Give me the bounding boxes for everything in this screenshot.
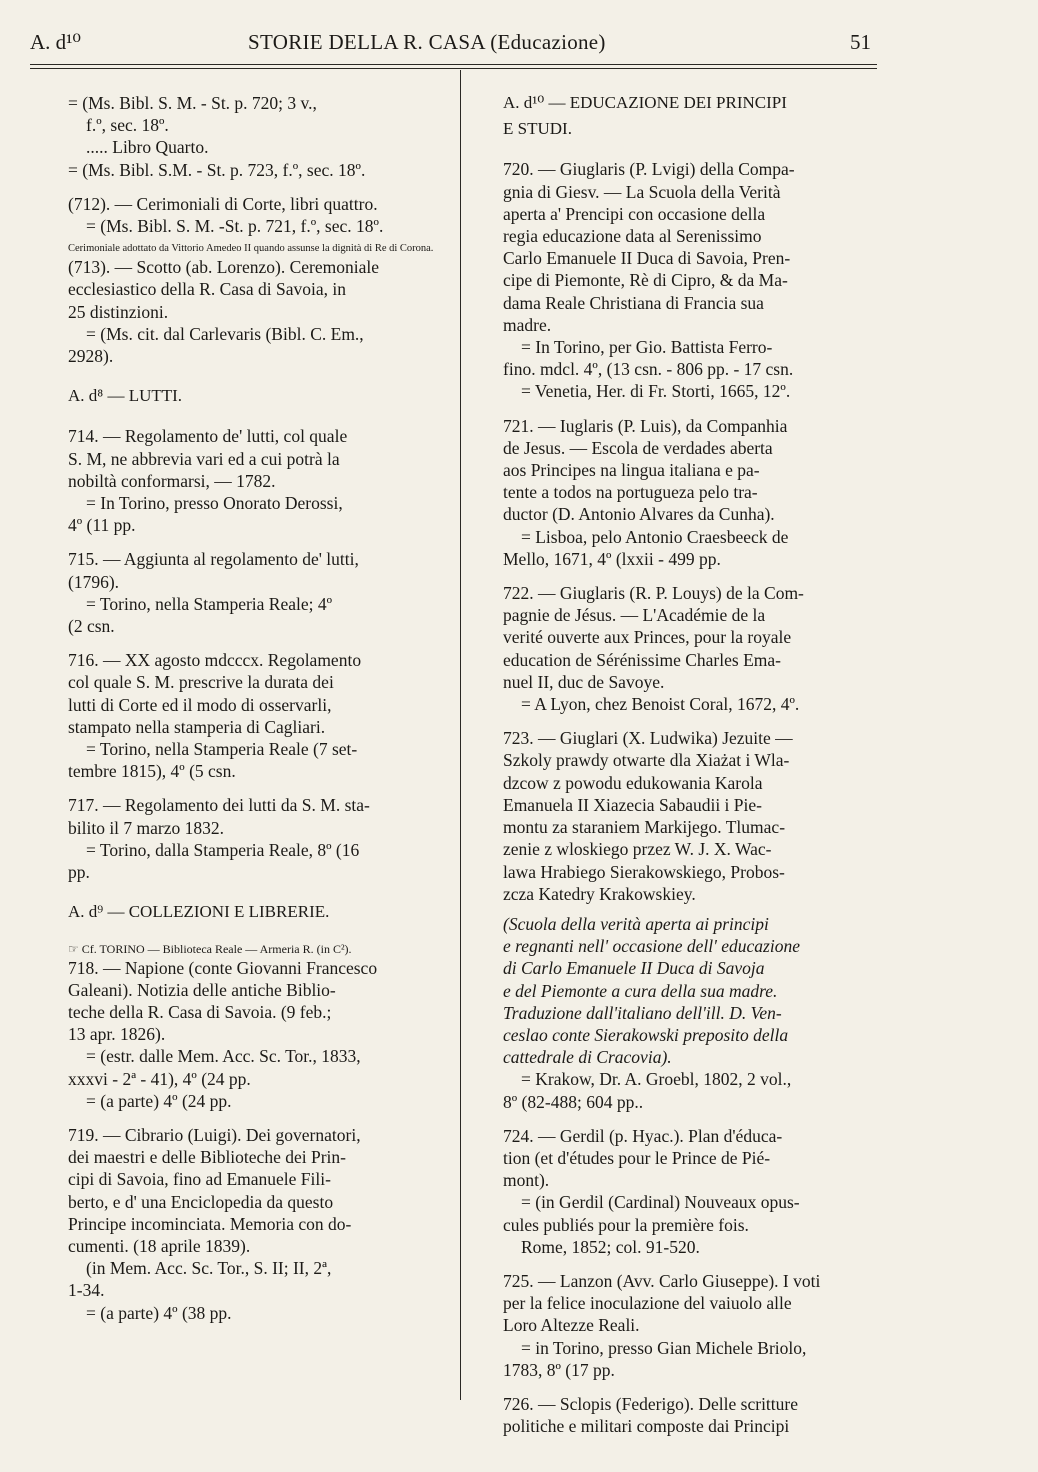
text-line: Carlo Emanuele II Duca di Savoia, Pren-	[503, 248, 791, 269]
text-line: 721. — Iuglaris (P. Luis), da Companhia	[503, 415, 788, 436]
text-line: col quale S. M. prescrive la durata dei	[68, 672, 334, 693]
text-line: dzcow z powodu edukowania Karola	[503, 772, 763, 793]
header-rule	[30, 64, 877, 65]
entry-722	[503, 582, 881, 715]
text-line: berto, e d' una Enciclopedia da questo	[68, 1191, 334, 1212]
text-line: tembre 1815), 4º (5 csn.	[68, 761, 236, 782]
entry-711-continued	[68, 92, 456, 181]
entry-714	[68, 425, 456, 536]
text-line: = (a parte) 4º (24 pp.	[86, 1090, 232, 1111]
text-line: = Krakow, Dr. A. Groebl, 1802, 2 vol.,	[521, 1069, 792, 1090]
header-rule-thin	[30, 68, 877, 69]
text-line: = (a parte) 4º (38 pp.	[86, 1302, 232, 1323]
text-line: 725. — Lanzon (Avv. Carlo Giuseppe). I voti	[503, 1270, 821, 1291]
cross-reference: ☞ Cf. TORINO — Biblioteca Reale — Armeria R. (in C²).	[68, 941, 352, 956]
text-line: = in Torino, presso Gian Michele Briolo,	[521, 1337, 807, 1358]
entry-720	[503, 158, 881, 402]
entry-713	[68, 256, 456, 367]
text-line: e del Piemonte a cura della sua madre.	[503, 980, 778, 1001]
text-line: = (estr. dalle Mem. Acc. Sc. Tor., 1833,	[86, 1046, 361, 1067]
text-line: Galeani). Notizia delle antiche Biblio-	[68, 979, 336, 1000]
text-line: ecclesiastico della R. Casa di Savoia, in	[68, 279, 346, 300]
text-line: de Jesus. — Escola de verdades aberta	[503, 437, 773, 458]
text-line: pp.	[68, 862, 90, 883]
text-line: xxxvi - 2ª - 41), 4º (24 pp.	[68, 1068, 251, 1089]
text-line: pagnie de Jésus. — L'Académie de la	[503, 605, 766, 626]
text-line: dama Reale Christiana di Francia sua	[503, 292, 764, 313]
text-line: tion (et d'études pour le Prince de Pié-	[503, 1147, 771, 1168]
text-line: lawa Hrabiego Sierakowskiego, Probos-	[503, 861, 785, 882]
text-line: ceslao conte Sierakowski preposito della	[503, 1024, 789, 1045]
text-line: Emanuela II Xiazecia Sabaudii i Pie-	[503, 794, 762, 815]
text-line: 724. — Gerdil (p. Hyac.). Plan d'éduca-	[503, 1125, 783, 1146]
text-line: 13 apr. 1826).	[68, 1024, 166, 1045]
text-line: (2 csn.	[68, 616, 115, 637]
text-line: = (Ms. Bibl. S.M. - St. p. 723, f.º, sec. 18º.	[68, 159, 366, 180]
section-heading-lutti: A. d⁸ — LUTTI.	[68, 386, 183, 406]
text-line: verité ouverte aux Princes, pour la royale	[503, 627, 792, 648]
text-line: dei maestri e delle Biblioteche dei Prin-	[68, 1147, 346, 1168]
text-line: madre.	[503, 314, 552, 335]
text-line: gnia di Giesv. — La Scuola della Verità	[503, 181, 781, 202]
text-line: lutti di Corte ed il modo di osservarli,	[68, 694, 332, 715]
text-line: ..... Libro Quarto.	[86, 137, 209, 158]
text-line: zcza Katedry Krakowskiey.	[503, 883, 696, 904]
text-line: ductor (D. Antonio Alvares da Cunha).	[503, 504, 775, 525]
section-heading-collezioni: A. d⁹ — COLLEZIONI E LIBRERIE.	[68, 902, 330, 922]
text-line: di Carlo Emanuele II Duca di Savoja	[503, 958, 765, 979]
text-line: 717. — Regolamento dei lutti da S. M. sta-	[68, 795, 370, 816]
text-line: = Torino, nella Stamperia Reale (7 set-	[86, 739, 358, 760]
text-line: 2928).	[68, 346, 114, 367]
text-line: 723. — Giuglari (X. Ludwika) Jezuite —	[503, 728, 793, 749]
text-line: 4º (11 pp.	[68, 515, 136, 536]
entry-712	[68, 193, 456, 256]
text-line: = (Ms. cit. dal Carlevaris (Bibl. C. Em.,	[86, 323, 364, 344]
text-line: (712). — Cerimoniali di Corte, libri quattro.	[68, 193, 378, 214]
text-line: = Torino, nella Stamperia Reale; 4º	[86, 593, 333, 614]
header-section-code: A. d¹⁰	[30, 30, 81, 54]
text-line: teche della R. Casa di Savoia. (9 feb.;	[68, 1001, 332, 1022]
running-title: STORIE DELLA R. CASA (Educazione)	[248, 30, 606, 54]
text-line: 722. — Giuglaris (R. P. Louys) de la Com-	[503, 583, 804, 604]
text-line: politiche e militari composte dai Principi	[503, 1416, 790, 1437]
text-line: cattedrale di Cracovia).	[503, 1047, 672, 1068]
entry-716	[68, 649, 456, 782]
entry-721	[503, 415, 881, 570]
text-line: Principe incominciata. Memoria con do-	[68, 1213, 352, 1234]
text-line: = In Torino, per Gio. Battista Ferro-	[521, 337, 773, 358]
entry-715	[68, 548, 456, 637]
text-line: cipe di Piemonte, Rè di Cipro, & da Ma-	[503, 270, 788, 291]
text-line: mont).	[503, 1170, 550, 1191]
text-line: stampato nella stamperia di Cagliari.	[68, 716, 326, 737]
left-column	[68, 92, 456, 1336]
text-line: = (Ms. Bibl. S. M. -St. p. 721, f.º, sec. 18º.	[86, 216, 384, 237]
text-line: 716. — XX agosto mdcccx. Regolamento	[68, 650, 362, 671]
text-line: 720. — Giuglaris (P. Lvigi) della Compa-	[503, 159, 795, 180]
text-line: Szkoly prawdy otwarte dla Xiażat i Wla-	[503, 750, 790, 771]
text-line: = (in Gerdil (Cardinal) Nouveaux opus-	[521, 1192, 800, 1213]
text-line: = Torino, dalla Stamperia Reale, 8º (16	[86, 839, 360, 860]
entry-725	[503, 1270, 881, 1381]
text-line: (713). — Scotto (ab. Lorenzo). Ceremoniale	[68, 257, 380, 278]
text-line: cumenti. (18 aprile 1839).	[68, 1235, 251, 1256]
text-line: = (Ms. Bibl. S. M. - St. p. 720; 3 v.,	[68, 93, 317, 113]
section-heading-educazione-cont: E STUDI.	[503, 119, 572, 139]
text-line: 719. — Cibrario (Luigi). Dei governatori,	[68, 1124, 361, 1145]
text-line: per la felice inoculazione del vaiuolo alle	[503, 1293, 792, 1314]
text-line: (in Mem. Acc. Sc. Tor., S. II; II, 2ª,	[86, 1258, 332, 1279]
text-line: e regnanti nell' occasione dell' educazione	[503, 936, 800, 957]
text-line: 8º (82-488; 604 pp..	[503, 1091, 644, 1112]
right-column	[503, 92, 881, 1449]
text-line: 25 distinzioni.	[68, 301, 169, 322]
text-line: education de Sérénissime Charles Ema-	[503, 649, 781, 670]
text-line: montu za staraniem Markijego. Tlumac-	[503, 817, 786, 838]
entry-726	[503, 1393, 881, 1437]
text-line: Mello, 1671, 4º (lxxii - 499 pp.	[503, 548, 721, 569]
entry-723	[503, 727, 881, 1112]
text-line: fino. mdcl. 4º, (13 csn. - 806 pp. - 17 csn.	[503, 359, 794, 380]
text-line: 718. — Napione (conte Giovanni Francesco	[68, 957, 378, 978]
text-line: 1783, 8º (17 pp.	[503, 1359, 615, 1380]
text-line: Loro Altezze Reali.	[503, 1315, 640, 1336]
text-line: tente a todos na portugueza pelo tra-	[503, 482, 758, 503]
text-line: (Scuola della verità aperta ai principi	[503, 913, 769, 934]
text-line: Traduzione dall'italiano dell'ill. D. Ven-	[503, 1002, 782, 1023]
entry-719	[68, 1124, 456, 1324]
section-heading-educazione: A. d¹⁰ — EDUCAZIONE DEI PRINCIPI	[503, 93, 787, 112]
text-line: zenie z wloskiego przez W. J. X. Wac-	[503, 839, 772, 860]
text-line: f.º, sec. 18º.	[86, 115, 169, 136]
entry-724	[503, 1125, 881, 1258]
entry-717	[68, 794, 456, 883]
text-line: nobiltà conformarsi, — 1782.	[68, 470, 276, 491]
text-line: = A Lyon, chez Benoist Coral, 1672, 4º.	[521, 694, 800, 715]
text-line: (1796).	[68, 571, 120, 592]
text-line: 726. — Sclopis (Federigo). Delle scritture	[503, 1393, 799, 1414]
text-line: aperta a' Prencipi con occasione della	[503, 203, 766, 224]
text-line: Rome, 1852; col. 91-520.	[521, 1236, 700, 1257]
text-line: 714. — Regolamento de' lutti, col quale	[68, 426, 348, 447]
column-divider	[460, 70, 461, 1400]
page-number: 51	[850, 30, 871, 54]
text-line: 715. — Aggiunta al regolamento de' lutti,	[68, 549, 359, 570]
text-line: cipi di Savoia, fino ad Emanuele Fili-	[68, 1169, 331, 1190]
text-line: cules publiés pour la première fois.	[503, 1214, 749, 1235]
text-line: = Venetia, Her. di Fr. Storti, 1665, 12º.	[521, 381, 791, 402]
text-line: S. M, ne abbrevia vari ed a cui potrà la	[68, 448, 340, 469]
text-line: bilito il 7 marzo 1832.	[68, 817, 225, 838]
text-line: nuel II, duc de Savoye.	[503, 671, 665, 692]
text-line: aos Principes na lingua italiana e pa-	[503, 460, 760, 481]
entry-718	[68, 957, 456, 1112]
entry-note: Cerimoniale adottato da Vittorio Amedeo II quando assunse la dignità di Re di Corona.	[68, 243, 434, 255]
text-line: = Lisboa, pelo Antonio Craesbeeck de	[521, 526, 789, 547]
spacer	[503, 905, 881, 913]
text-line: 1-34.	[68, 1280, 105, 1301]
text-line: regia educazione data al Serenissimo	[503, 226, 762, 247]
text-line: = In Torino, presso Onorato Derossi,	[86, 493, 343, 514]
